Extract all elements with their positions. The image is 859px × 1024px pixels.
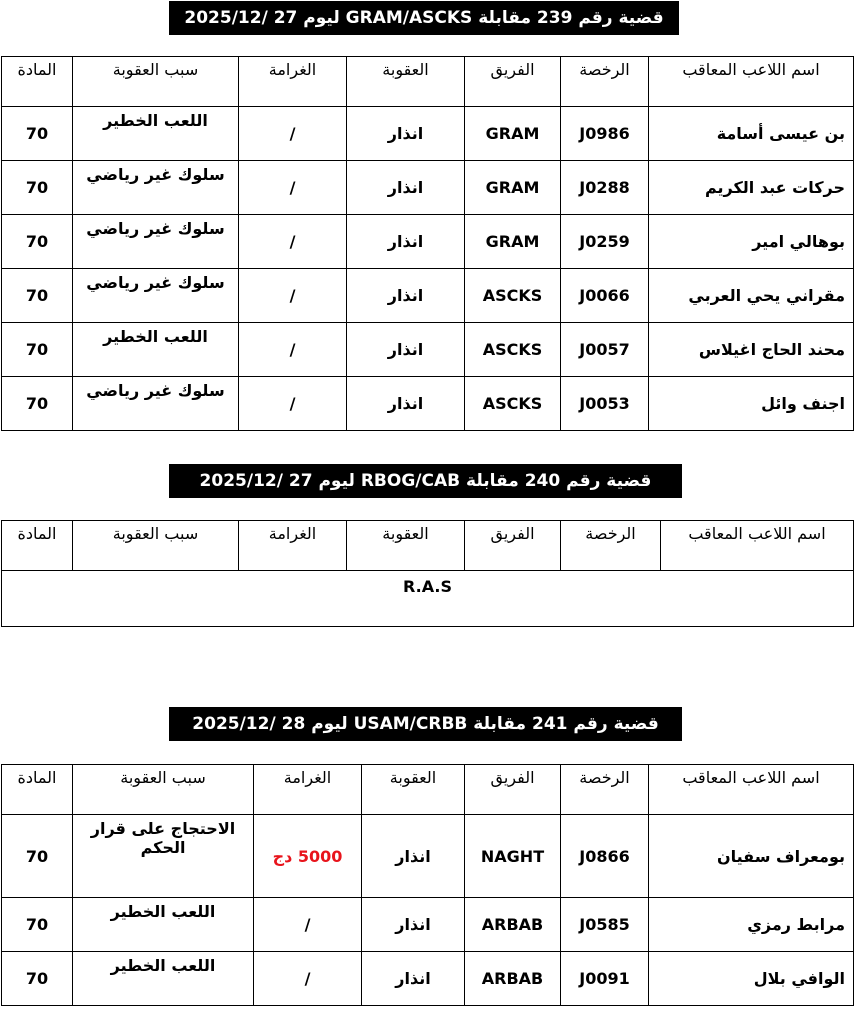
- header-player: اسم اللاعب المعاقب: [649, 57, 854, 107]
- reason: سلوك غير رياضي: [73, 161, 239, 215]
- header-fine: الغرامة: [254, 765, 362, 815]
- penalty: انذار: [347, 215, 465, 269]
- header-penalty: العقوبة: [347, 57, 465, 107]
- table-row: [2, 107, 854, 161]
- header-reason: سبب العقوبة: [73, 57, 239, 107]
- team-code: NAGHT: [465, 815, 561, 898]
- player-name: اجنف وائل: [649, 377, 854, 431]
- table-row: [2, 161, 854, 215]
- fine: /: [239, 377, 347, 431]
- case-241-table: [1, 764, 854, 1006]
- team-code: ASCKS: [465, 269, 561, 323]
- header-fine: الغرامة: [239, 57, 347, 107]
- fine: /: [254, 898, 362, 952]
- team-code: ASCKS: [465, 377, 561, 431]
- team-code: GRAM: [465, 161, 561, 215]
- license-number: J0986: [561, 107, 649, 161]
- team-code: ASCKS: [465, 323, 561, 377]
- license-number: J0585: [561, 898, 649, 952]
- header-player: اسم اللاعب المعاقب: [649, 765, 854, 815]
- table-row: [2, 377, 854, 431]
- reason: سلوك غير رياضي: [73, 215, 239, 269]
- team-code: ARBAB: [465, 898, 561, 952]
- license-number: J0866: [561, 815, 649, 898]
- case-239-title: قضية رقم 239 مقابلة GRAM/ASCKS ليوم 27 /2025/12: [169, 1, 679, 35]
- reason: اللعب الخطير: [73, 952, 254, 1006]
- header-reason: سبب العقوبة: [73, 521, 239, 571]
- header-article: المادة: [2, 521, 73, 571]
- article: 70: [2, 377, 73, 431]
- table-header-row: [2, 521, 854, 571]
- fine: /: [239, 323, 347, 377]
- header-team: الفريق: [465, 765, 561, 815]
- player-name: مرابط رمزي: [649, 898, 854, 952]
- article: 70: [2, 215, 73, 269]
- penalty: انذار: [362, 898, 465, 952]
- license-number: J0259: [561, 215, 649, 269]
- fine-amount: 5000 دج: [254, 815, 362, 898]
- table-row: [2, 323, 854, 377]
- table-row: [2, 898, 854, 952]
- case-240-table: [1, 520, 854, 627]
- license-number: J0053: [561, 377, 649, 431]
- license-number: J0288: [561, 161, 649, 215]
- header-team: الفريق: [465, 57, 561, 107]
- case-241-title: قضية رقم 241 مقابلة USAM/CRBB ليوم 28 /2025/12: [169, 707, 682, 741]
- reason: اللعب الخطير: [73, 323, 239, 377]
- fine: /: [254, 952, 362, 1006]
- article: 70: [2, 898, 73, 952]
- license-number: J0066: [561, 269, 649, 323]
- article: 70: [2, 107, 73, 161]
- header-team: الفريق: [465, 521, 561, 571]
- penalty: انذار: [347, 107, 465, 161]
- header-penalty: العقوبة: [347, 521, 465, 571]
- header-reason: سبب العقوبة: [73, 765, 254, 815]
- license-number: J0091: [561, 952, 649, 1006]
- article: 70: [2, 952, 73, 1006]
- article: 70: [2, 269, 73, 323]
- reason: اللعب الخطير: [73, 898, 254, 952]
- fine: /: [239, 215, 347, 269]
- license-number: J0057: [561, 323, 649, 377]
- player-name: بن عيسى أسامة: [649, 107, 854, 161]
- player-name: حركات عبد الكريم: [649, 161, 854, 215]
- player-name: بومعراف سفيان: [649, 815, 854, 898]
- table-row: [2, 815, 854, 898]
- header-player: اسم اللاعب المعاقب: [661, 521, 854, 571]
- reason: الاحتجاج على قرار الحكم: [73, 815, 254, 898]
- player-name: الوافي بلال: [649, 952, 854, 1006]
- table-header-row: [2, 57, 854, 107]
- player-name: محند الحاج اغيلاس: [649, 323, 854, 377]
- article: 70: [2, 161, 73, 215]
- player-name: مقراني يحي العربي: [649, 269, 854, 323]
- ras-row: [2, 571, 854, 627]
- table-header-row: [2, 765, 854, 815]
- case-239-table: [1, 56, 854, 431]
- header-license: الرخصة: [561, 765, 649, 815]
- reason: سلوك غير رياضي: [73, 377, 239, 431]
- fine: /: [239, 107, 347, 161]
- penalty: انذار: [347, 161, 465, 215]
- penalty: انذار: [362, 952, 465, 1006]
- table-row: [2, 215, 854, 269]
- header-penalty: العقوبة: [362, 765, 465, 815]
- header-article: المادة: [2, 765, 73, 815]
- header-license: الرخصة: [561, 57, 649, 107]
- ras-note: R.A.S: [2, 571, 854, 627]
- table-row: [2, 952, 854, 1006]
- penalty: انذار: [347, 323, 465, 377]
- header-article: المادة: [2, 57, 73, 107]
- reason: سلوك غير رياضي: [73, 269, 239, 323]
- case-240-title: قضية رقم 240 مقابلة RBOG/CAB ليوم 27 /2025/12: [169, 464, 682, 498]
- table-row: [2, 269, 854, 323]
- player-name: بوهالي امير: [649, 215, 854, 269]
- penalty: انذار: [362, 815, 465, 898]
- team-code: GRAM: [465, 215, 561, 269]
- penalty: انذار: [347, 269, 465, 323]
- penalty: انذار: [347, 377, 465, 431]
- header-fine: الغرامة: [239, 521, 347, 571]
- article: 70: [2, 323, 73, 377]
- fine: /: [239, 161, 347, 215]
- reason: اللعب الخطير: [73, 107, 239, 161]
- article: 70: [2, 815, 73, 898]
- header-license: الرخصة: [561, 521, 661, 571]
- team-code: GRAM: [465, 107, 561, 161]
- team-code: ARBAB: [465, 952, 561, 1006]
- fine: /: [239, 269, 347, 323]
